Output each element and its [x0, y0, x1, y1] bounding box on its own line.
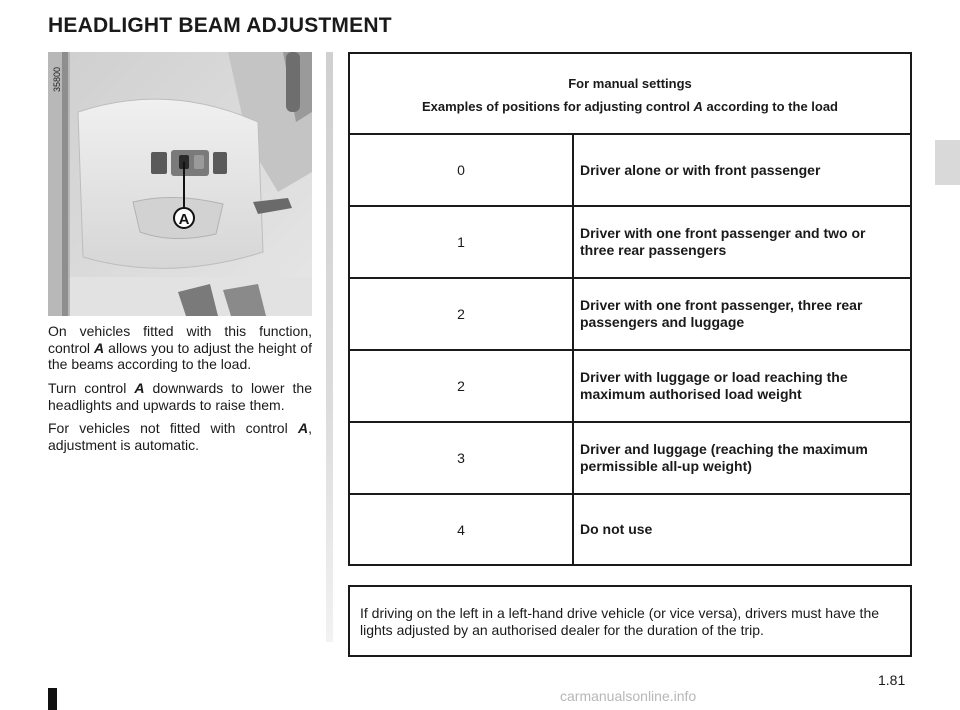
table-row: [350, 423, 910, 495]
control-ref: A: [297, 420, 309, 436]
text-run: according to the load: [702, 99, 839, 114]
text-run: , adjustment is automatic.: [48, 420, 312, 453]
position-cell: 1: [350, 207, 574, 277]
crop-mark: [48, 688, 57, 710]
note-text: If driving on the left in a left-hand drive vehicle (or vice versa), drivers must have the lights adjusted by an authorised dealer for the duration of the trip.: [360, 605, 880, 638]
position-cell: 0: [350, 135, 574, 205]
table-row: [350, 279, 910, 351]
text-run: allows you to adjust the height of the beams according to the load.: [48, 339, 312, 372]
table-header: [350, 54, 910, 135]
table-row: [350, 495, 910, 564]
page-title: HEADLIGHT BEAM ADJUSTMENT: [48, 14, 392, 37]
description-cell: Driver alone or with front passenger: [580, 161, 821, 178]
control-ref: A: [94, 339, 105, 356]
paragraph-function: [48, 323, 312, 373]
table-row: [350, 351, 910, 423]
table-row: [350, 135, 910, 207]
position-cell: 2: [350, 351, 574, 421]
position-cell: 3: [350, 423, 574, 493]
column-divider: [326, 52, 333, 642]
text-run: For vehicles not fitted with control: [48, 420, 298, 436]
dashboard-illustration: [48, 52, 312, 316]
text-run: downwards to lower the headlights and upwards to raise them.: [48, 380, 312, 413]
position-cell: 2: [350, 279, 574, 349]
position-cell: 4: [350, 495, 574, 564]
chapter-tab-marker: [935, 140, 960, 185]
control-ref: A: [134, 380, 145, 396]
description-cell: Do not use: [580, 521, 653, 537]
watermark-text: carmanualsonline.info: [560, 688, 697, 704]
paragraph-automatic: [48, 420, 312, 453]
callout-label-a: A: [178, 211, 190, 228]
table-header-title: For manual settings: [568, 76, 692, 91]
description-cell: Driver with one front passenger and two or three rear passengers: [580, 225, 866, 258]
paragraph-turn-control: [48, 380, 312, 413]
text-run: On vehicles fitted with this function, control: [48, 323, 312, 356]
note-box: [348, 585, 912, 657]
description-cell: Driver with luggage or load reaching the maximum authorised load weight: [580, 369, 848, 402]
text-run: Turn control: [48, 380, 135, 396]
load-settings-table: [348, 52, 912, 566]
page-number: 1.81: [878, 672, 906, 688]
control-ref: A: [693, 99, 703, 114]
image-reference-code: 35800: [52, 66, 62, 92]
table-row: [350, 207, 910, 279]
table-header-subtitle: [350, 99, 910, 114]
description-cell: Driver with one front passenger, three rear passengers and luggage: [580, 297, 863, 330]
description-cell: Driver and luggage (reaching the maximum permissible all-up weight): [580, 441, 868, 474]
text-run: Examples of positions for adjusting control: [421, 99, 694, 114]
